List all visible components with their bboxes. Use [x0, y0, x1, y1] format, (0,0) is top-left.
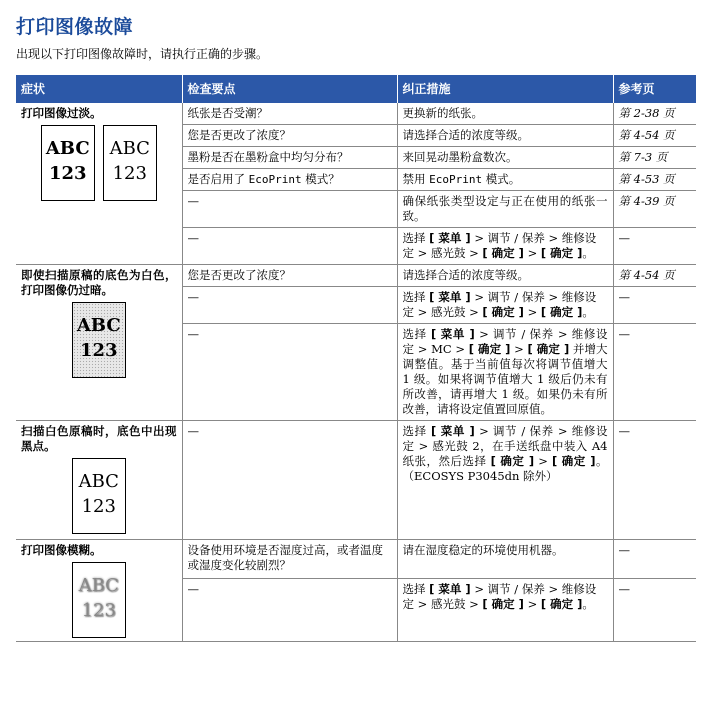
- action-cell: 更换新的纸张。: [397, 103, 613, 125]
- table-row: [16, 103, 696, 125]
- symptom-text: 即使扫描原稿的底色为白色，打印图像仍过暗。: [21, 268, 177, 297]
- table-row: [16, 265, 696, 287]
- action-cell: 请选择合适的浓度等级。: [397, 125, 613, 147]
- action-cell: 确保纸张类型设定与正在使用的纸张一致。: [397, 191, 613, 228]
- action-cell: 请选择合适的浓度等级。: [397, 265, 613, 287]
- action-cell: 来回晃动墨粉盒数次。: [397, 147, 613, 169]
- symptom-cell: [16, 421, 182, 540]
- action-cell: 选择 [ 菜单 ] > 调节 / 保养 > 维修设定 > 感光鼓 > [ 确定 ] > [ 确定 ]。: [397, 287, 613, 324]
- header-ref: 参考页: [613, 75, 696, 103]
- sample-dark: ABC 123: [72, 302, 126, 378]
- check-cell: 是否启用了 EcoPrint 模式？: [182, 169, 397, 191]
- action-cell: 选择 [ 菜单 ] > 调节 / 保养 > 维修设定 > MC > [ 确定 ] > [ 确定 ] 并增大调整值。基于当前值每次将调节值增大 1 级。如果将调节值增大 1 级后仍未有所改善，请再增大 1 级。如果仍未有所改善，请将设定值置回原值。: [397, 324, 613, 421]
- header-action: 纠正措施: [397, 75, 613, 103]
- check-cell: 您是否更改了浓度？: [182, 125, 397, 147]
- ref-cell: —: [613, 421, 696, 540]
- ref-cell: —: [613, 287, 696, 324]
- troubleshooting-table: [16, 75, 696, 642]
- ref-cell: —: [613, 228, 696, 265]
- sample-images: [21, 562, 177, 638]
- action-cell: 选择 [ 菜单 ] > 调节 / 保养 > 维修设定 > 感光鼓 > [ 确定 ] > [ 确定 ]。: [397, 228, 613, 265]
- sample-normal: ABC 123: [41, 125, 95, 201]
- symptom-text: 打印图像模糊。: [21, 543, 102, 557]
- ref-cell: —: [613, 324, 696, 421]
- check-cell: 纸张是否受潮？: [182, 103, 397, 125]
- check-cell: 墨粉是否在墨粉盒中均匀分布？: [182, 147, 397, 169]
- check-cell: —: [182, 579, 397, 642]
- header-check: 检查要点: [182, 75, 397, 103]
- check-cell: —: [182, 228, 397, 265]
- symptom-cell: [16, 265, 182, 421]
- table-row: [16, 540, 696, 579]
- symptom-text: 扫描白色原稿时，底色中出现黑点。: [21, 424, 177, 453]
- check-cell: —: [182, 191, 397, 228]
- action-cell: 请在湿度稳定的环境使用机器。: [397, 540, 613, 579]
- symptom-cell: [16, 540, 182, 642]
- symptom-text: 打印图像过淡。: [21, 106, 102, 120]
- sample-black-dots: ABC 123: [72, 458, 126, 534]
- ref-cell: —: [613, 540, 696, 579]
- header-symptom: 症状: [16, 75, 182, 103]
- intro-text: 出现以下打印图像故障时，请执行正确的步骤。: [16, 47, 269, 61]
- check-cell: —: [182, 324, 397, 421]
- ref-link[interactable]: 第 4-54 页: [613, 125, 696, 147]
- symptom-cell: [16, 103, 182, 265]
- action-cell: 选择 [ 菜单 ] > 调节 / 保养 > 维修设定 > 感光鼓 > [ 确定 ] > [ 确定 ]。: [397, 579, 613, 642]
- ref-link[interactable]: 第 4-54 页: [613, 265, 696, 287]
- ref-link[interactable]: 第 2-38 页: [613, 103, 696, 125]
- table-row: [16, 421, 696, 540]
- action-cell: 选择 [ 菜单 ] > 调节 / 保养 > 维修设定 > 感光鼓 2，在手送纸盘中装入 A4 纸张，然后选择 [ 确定 ] > [ 确定 ]。（ECOSYS P3045dn 除外）: [397, 421, 613, 540]
- sample-faint: ABC 123: [103, 125, 157, 201]
- action-cell: 禁用 EcoPrint 模式。: [397, 169, 613, 191]
- check-cell: 您是否更改了浓度？: [182, 265, 397, 287]
- ref-link[interactable]: 第 4-39 页: [613, 191, 696, 228]
- ref-link[interactable]: 第 4-53 页: [613, 169, 696, 191]
- check-cell: —: [182, 287, 397, 324]
- ref-cell: —: [613, 579, 696, 642]
- page-title: 打印图像故障: [16, 16, 134, 38]
- sample-images: [21, 302, 177, 378]
- sample-blurry: ABC 123: [72, 562, 126, 638]
- check-cell: 设备使用环境是否湿度过高，或者温度或湿度变化较剧烈？: [182, 540, 397, 579]
- sample-images: [21, 125, 177, 201]
- sample-images: [21, 458, 177, 534]
- table-header-row: [16, 75, 696, 103]
- ref-link[interactable]: 第 7-3 页: [613, 147, 696, 169]
- check-cell: —: [182, 421, 397, 540]
